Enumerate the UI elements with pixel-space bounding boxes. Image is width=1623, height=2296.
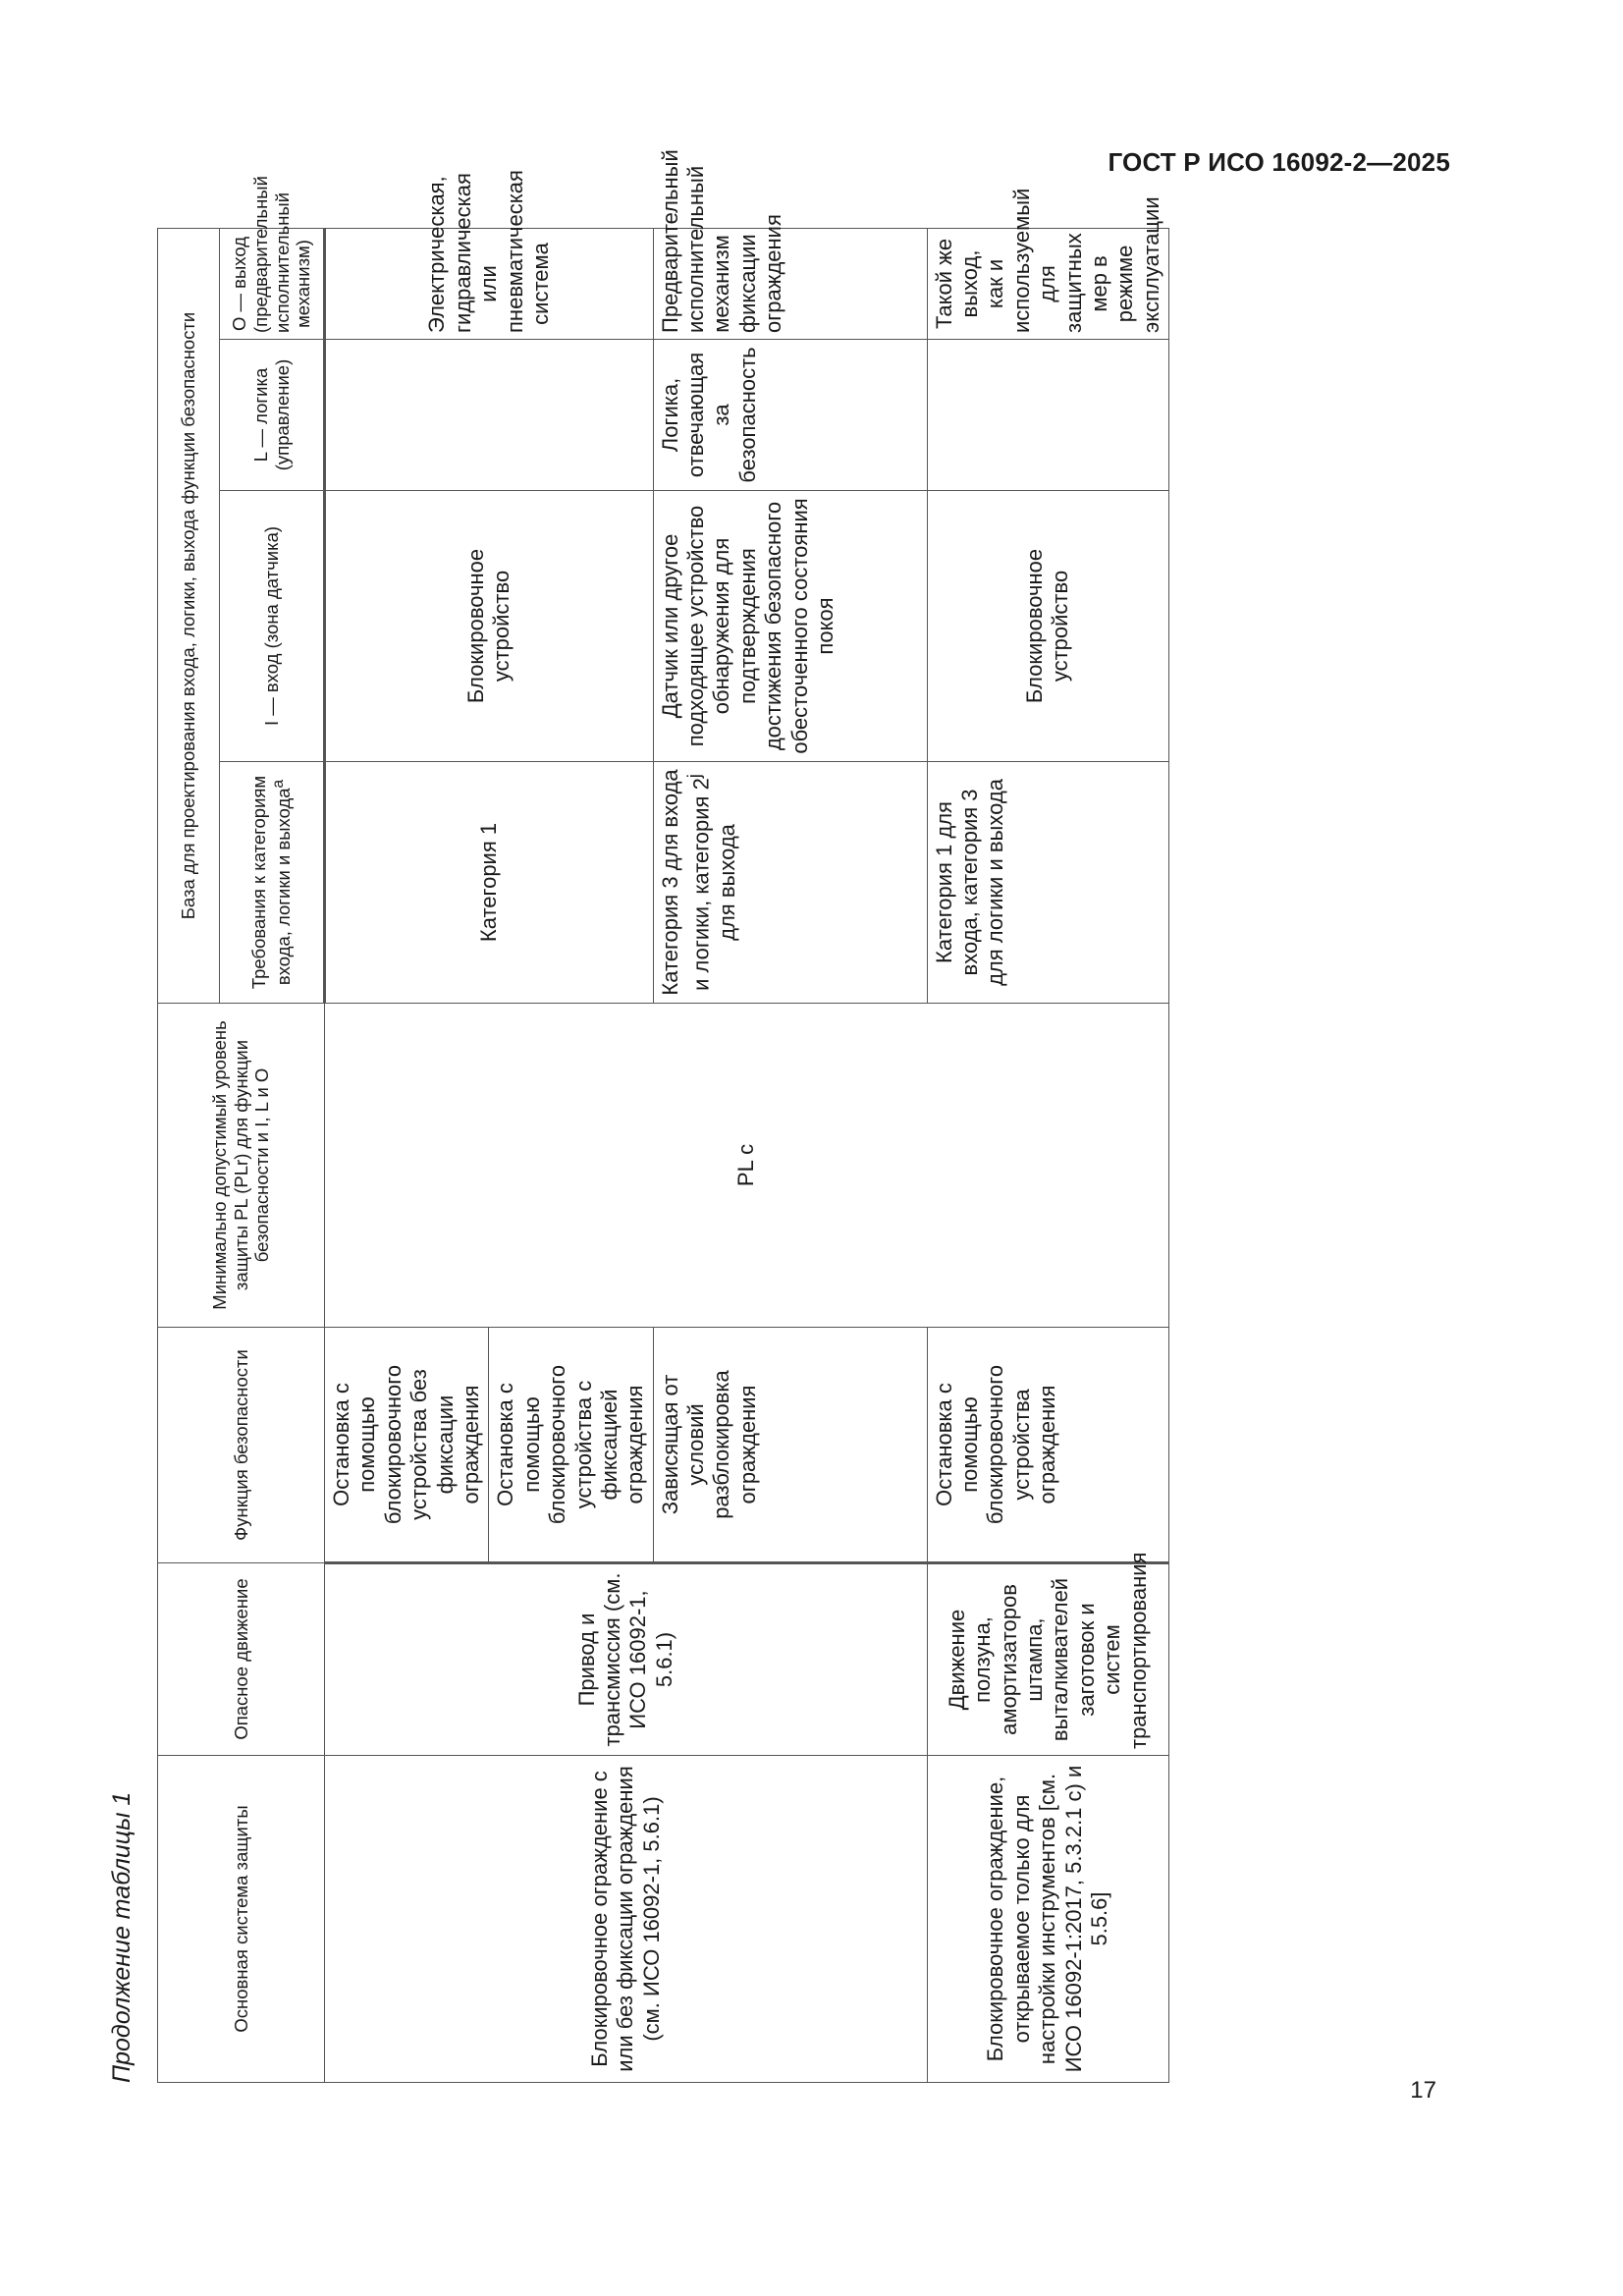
table-row bbox=[325, 228, 489, 2082]
cell-category-2: Категория 3 для входа и логики, категория 2$^j$ для выхода bbox=[653, 761, 927, 1003]
cell-min-level: PL c bbox=[325, 1003, 1169, 1327]
cell-guard-interlock: Блокировочное ограждение с или без фиксации ограждения (см. ИСО 16092-1, 5.6.1) bbox=[325, 1756, 928, 2083]
cell-logic-3 bbox=[927, 339, 1169, 490]
cell-logic-1 bbox=[325, 339, 654, 490]
header-output: O — выход (предварительный исполнительный механизм) bbox=[220, 228, 325, 339]
cell-function-stop-setup: Остановка с помощью блокировочного устройства ограждения bbox=[927, 1327, 1169, 1562]
cell-guard-setup: Блокировочное ограждение, открываемое только для настройки инструментов [см. ИСО 16092-1:2017, 5.3.2.1 c) и 5.5.6] bbox=[927, 1756, 1169, 2083]
cell-category-3: Категория 1 для входа, категория 3 для логики и выхода bbox=[927, 761, 1169, 1003]
cell-category-1: Категория 1 bbox=[325, 761, 654, 1003]
header-basis: База для проектирования входа, логики, выхода функции безопасности bbox=[158, 228, 220, 1003]
cell-hazard-slide: Движение ползуна, амортизаторов штампа, выталкивателей заготовок и систем транспортирования bbox=[927, 1563, 1169, 1756]
table-continuation-caption: Продолжение таблицы 1 bbox=[108, 1791, 135, 2083]
header-input: I — вход (зона датчика) bbox=[220, 490, 325, 761]
safety-functions-table bbox=[157, 149, 1169, 2083]
cell-logic-2: Логика, отвечающая за безопасность bbox=[653, 339, 927, 490]
cell-hazard-drive: Привод и трансмиссия (см. ИСО 16092-1, 5.6.1) bbox=[325, 1563, 928, 1756]
cell-input-3: Блокировочное устройство bbox=[927, 490, 1169, 761]
cell-function-conditional-unlock: Зависящая от условий разблокировка ограждения bbox=[653, 1327, 927, 1562]
cell-output-1: Электрическая, гидравлическая или пневматическая система bbox=[325, 228, 654, 339]
cell-function-stop-with-lock: Остановка с помощью блокировочного устройства с фиксацией ограждения bbox=[489, 1327, 653, 1562]
page-number: 17 bbox=[1410, 2077, 1436, 2104]
header-safety-function: Функция безопасности bbox=[158, 1327, 325, 1562]
cell-input-2: Датчик или другое подходящее устройство обнаружения для подтверждения достижения безопасного обесточенного состояния покоя bbox=[653, 490, 927, 761]
table-header-row-1 bbox=[158, 228, 220, 2082]
header-logic: L — логика (управление) bbox=[220, 339, 325, 490]
cell-input-1: Блокировочное устройство bbox=[325, 490, 654, 761]
cell-output-3: Такой же выход, как и используемый для защитных мер в режиме эксплуатации bbox=[927, 228, 1169, 339]
header-min-level: Минимально допустимый уровень защиты PL (PLr) для функции безопасности и I, L и O bbox=[158, 1003, 325, 1327]
standard-header: ГОСТ Р ИСО 16092-2—2025 bbox=[1108, 147, 1450, 177]
header-main-system: Основная система защиты bbox=[158, 1756, 325, 2083]
cell-function-stop-without-lock: Остановка с помощью блокировочного устройства без фиксации ограждения bbox=[325, 1327, 489, 1562]
header-category-requirements: Требования к категориям входа, логики и выхода$^a$ bbox=[220, 761, 325, 1003]
header-hazard: Опасное движение bbox=[158, 1563, 325, 1756]
cell-output-2: Предварительный исполнительный механизм фиксации ограждения bbox=[653, 228, 927, 339]
rotated-table-block bbox=[98, 149, 1163, 2083]
